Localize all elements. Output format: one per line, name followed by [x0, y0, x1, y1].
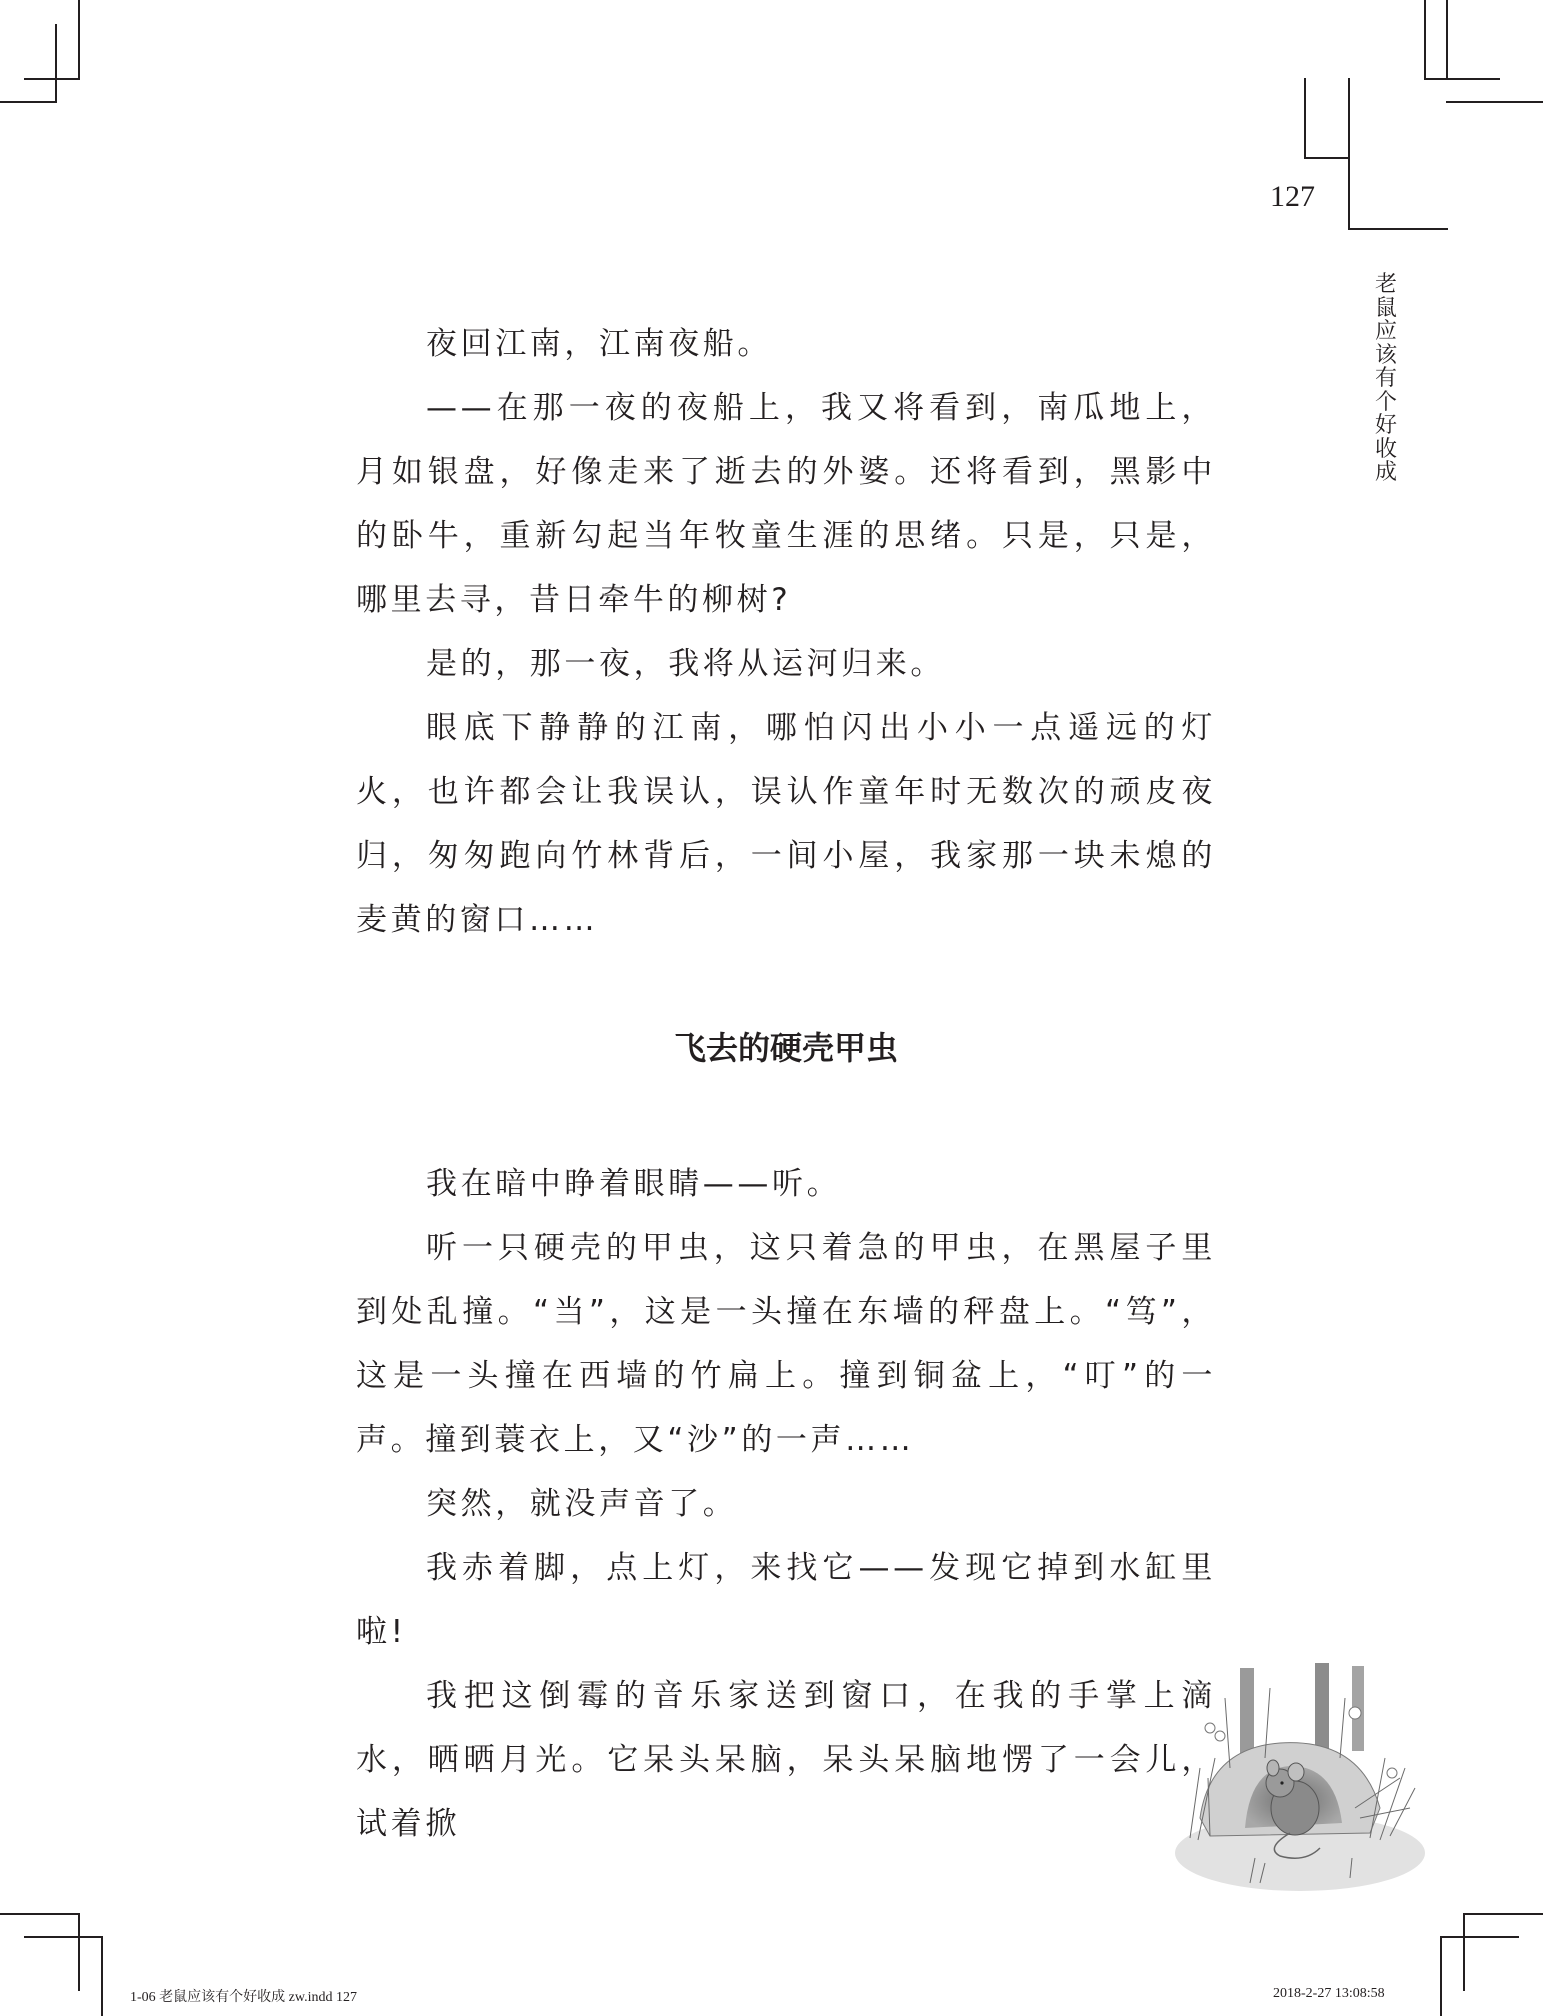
paragraph: 我赤着脚，点上灯，来找它——发现它掉到水缸里啦! [356, 1550, 1216, 1650]
crop-mark-top-left-v3 [55, 24, 57, 102]
crop-mark-bottom-left-h1 [0, 1913, 79, 1915]
paragraph: ——在那一夜的夜船上，我又将看到，南瓜地上，月如银盘，好像走来了逝去的外婆。还将看到，黑影中的卧牛，重新勾起当年牧童生涯的思绪。只是，只是，哪里去寻，昔日牵牛的柳树? [356, 390, 1216, 618]
crop-mark-top-right-v1 [1446, 0, 1448, 80]
paragraph: 夜回江南，江南夜船。 [426, 326, 772, 362]
footer-timestamp: 2018-2-27 13:08:58 [1273, 1986, 1385, 2001]
crop-mark-bottom-right-v1 [1463, 1913, 1465, 1991]
mouse-illustration [1170, 1658, 1428, 1898]
crop-mark-bottom-left-v2 [101, 1936, 103, 2016]
crop-mark-top-right-h2 [1446, 101, 1543, 103]
paragraph: 是的，那一夜，我将从运河归来。 [426, 646, 945, 682]
crop-mark-top-left-v1 [78, 0, 80, 79]
footer-file-info: 1-06 老鼠应该有个好收成 zw.indd 127 [130, 1990, 357, 2005]
crop-mark-top-right-v2 [1424, 0, 1426, 80]
section-1-body [356, 312, 1216, 952]
page-bracket-h-mid [1304, 157, 1348, 159]
crop-mark-top-left-h1 [24, 78, 80, 80]
page-bracket-v-left [1304, 78, 1306, 158]
page-bracket-v-right [1348, 78, 1350, 230]
crop-mark-bottom-left-h2 [24, 1936, 103, 1938]
crop-mark-bottom-right-h1 [1463, 1913, 1543, 1915]
section-title: 飞去的硬壳甲虫 [673, 1029, 898, 1067]
section-2-body [356, 1152, 1216, 1856]
page-bracket-h-bottom [1348, 228, 1448, 230]
paragraph: 听一只硬壳的甲虫，这只着急的甲虫，在黑屋子里到处乱撞。“当”，这是一头撞在东墙的秤盘上。“笃”，这是一头撞在西墙的竹扁上。撞到铜盆上，“叮”的一声。撞到蓑衣上，又“沙”的一声…… [356, 1230, 1216, 1458]
crop-mark-bottom-right-v2 [1440, 1936, 1442, 2016]
crop-mark-top-right-h1 [1424, 78, 1500, 80]
paragraph: 突然，就没声音了。 [426, 1486, 738, 1522]
running-head: 老鼠应该有个好收成 [1374, 272, 1397, 485]
crop-mark-bottom-left-v1 [78, 1913, 80, 1991]
paragraph: 我在暗中睁着眼睛——听。 [426, 1166, 842, 1202]
page-number: 127 [1270, 180, 1315, 213]
paragraph: 我把这倒霉的音乐家送到窗口，在我的手掌上滴水，晒晒月光。它呆头呆脑，呆头呆脑地愣了一会儿，试着掀 [356, 1678, 1216, 1842]
crop-mark-top-left-h2 [0, 101, 57, 103]
crop-mark-bottom-right-h2 [1440, 1936, 1519, 1938]
paragraph: 眼底下静静的江南，哪怕闪出小小一点遥远的灯火，也许都会让我误认，误认作童年时无数次的顽皮夜归，匆匆跑向竹林背后，一间小屋，我家那一块未熄的麦黄的窗口…… [356, 710, 1216, 938]
